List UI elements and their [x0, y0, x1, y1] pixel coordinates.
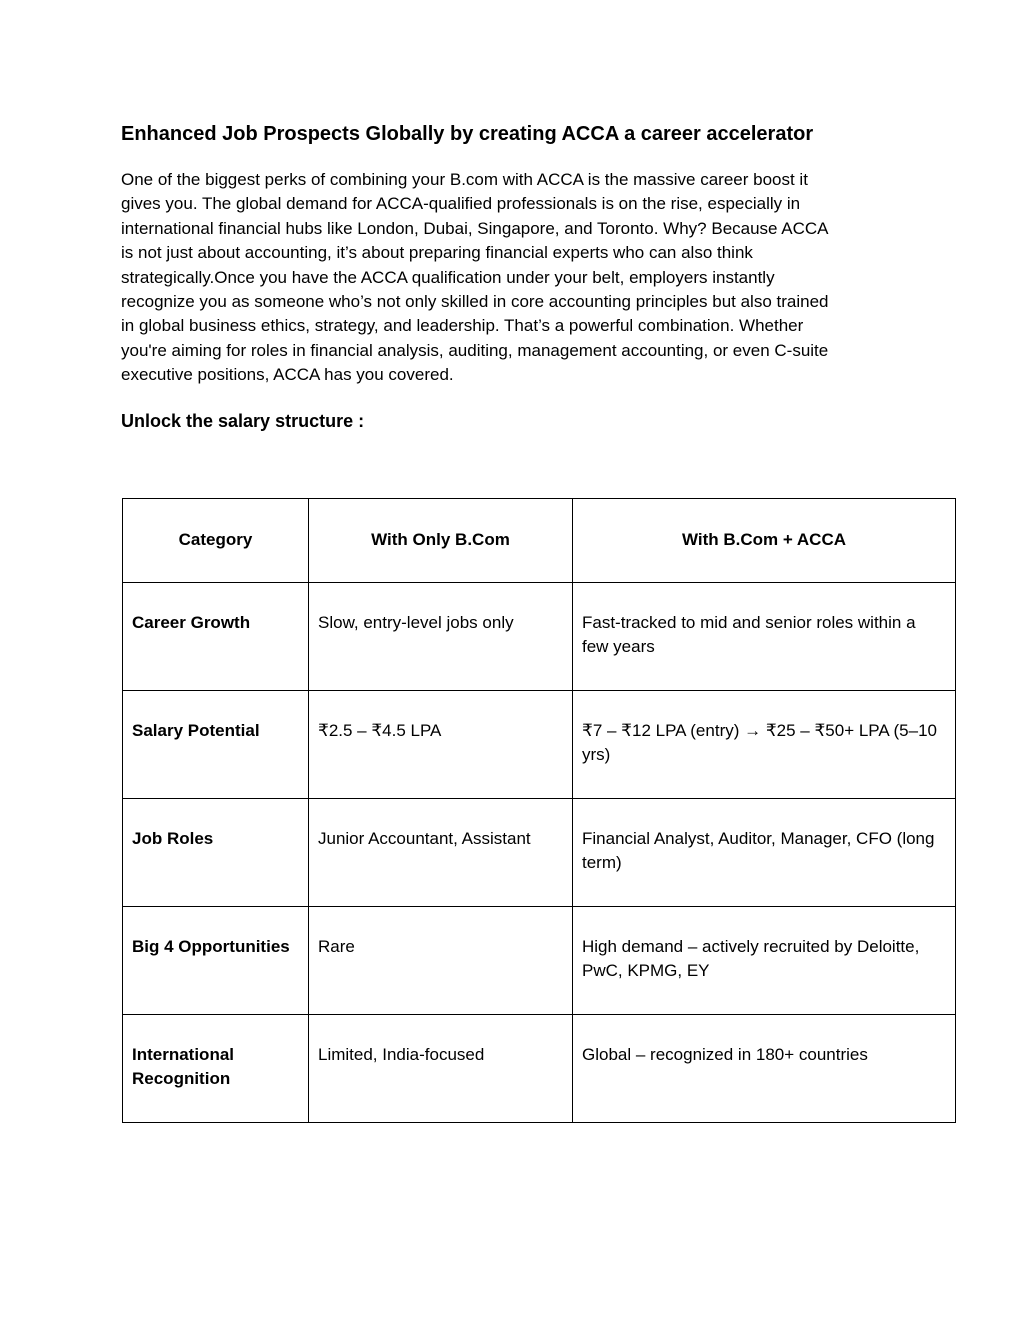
row-bcom-value: Junior Accountant, Assistant: [309, 799, 573, 907]
intro-line: gives you. The global demand for ACCA-qualified professionals is on the rise, especially in: [121, 194, 801, 214]
row-category: Career Growth: [123, 583, 309, 691]
row-acca-value: High demand – actively recruited by Deloitte, PwC, KPMG, EY: [573, 907, 956, 1015]
intro-line: recognize you as someone who’s not only skilled in core accounting principles but also trained: [121, 292, 829, 312]
row-acca-value: ₹7 – ₹12 LPA (entry) → ₹25 – ₹50+ LPA (5–10 yrs): [573, 691, 956, 799]
row-category: Job Roles: [123, 799, 309, 907]
intro-line: is not just about accounting, it’s about preparing financial experts who can also think: [121, 243, 753, 263]
table-row: [123, 1015, 956, 1123]
page-title: Enhanced Job Prospects Globally by creating ACCA a career accelerator: [121, 123, 814, 145]
table-row: [123, 907, 956, 1015]
row-bcom-value: Rare: [309, 907, 573, 1015]
salary-section-heading: Unlock the salary structure :: [121, 411, 365, 431]
header-bcom-acca: With B.Com + ACCA: [573, 499, 956, 583]
intro-line: you're aiming for roles in financial analysis, auditing, management accounting, or even C-suite: [121, 340, 829, 360]
row-acca-value: Fast-tracked to mid and senior roles within a few years: [573, 583, 956, 691]
salary-comparison-table: [122, 498, 956, 1123]
intro-line: One of the biggest perks of combining your B.com with ACCA is the massive career boost it: [121, 170, 808, 189]
row-bcom-value: ₹2.5 – ₹4.5 LPA: [309, 691, 573, 799]
table-row: [123, 691, 956, 799]
row-category: Salary Potential: [123, 691, 309, 799]
table-row: [123, 799, 956, 907]
table-row: [123, 583, 956, 691]
header-category: Category: [123, 499, 309, 583]
row-bcom-value: Limited, India-focused: [309, 1015, 573, 1123]
row-acca-value: Global – recognized in 180+ countries: [573, 1015, 956, 1123]
intro-line: international financial hubs like London, Dubai, Singapore, and Toronto. Why? Because ACCA: [121, 218, 829, 238]
intro-line: strategically.Once you have the ACCA qualification under your belt, employers instantly: [121, 267, 775, 287]
intro-paragraph: [121, 168, 901, 388]
row-bcom-value: Slow, entry-level jobs only: [309, 583, 573, 691]
row-category: International Recognition: [123, 1015, 309, 1123]
intro-line: executive positions, ACCA has you covered.: [121, 365, 454, 385]
row-category: Big 4 Opportunities: [123, 907, 309, 1015]
intro-line: in global business ethics, strategy, and leadership. That’s a powerful combination. Whether: [121, 316, 804, 336]
table-header-row: [123, 499, 956, 583]
row-acca-value: Financial Analyst, Auditor, Manager, CFO (long term): [573, 799, 956, 907]
header-bcom-only: With Only B.Com: [309, 499, 573, 583]
